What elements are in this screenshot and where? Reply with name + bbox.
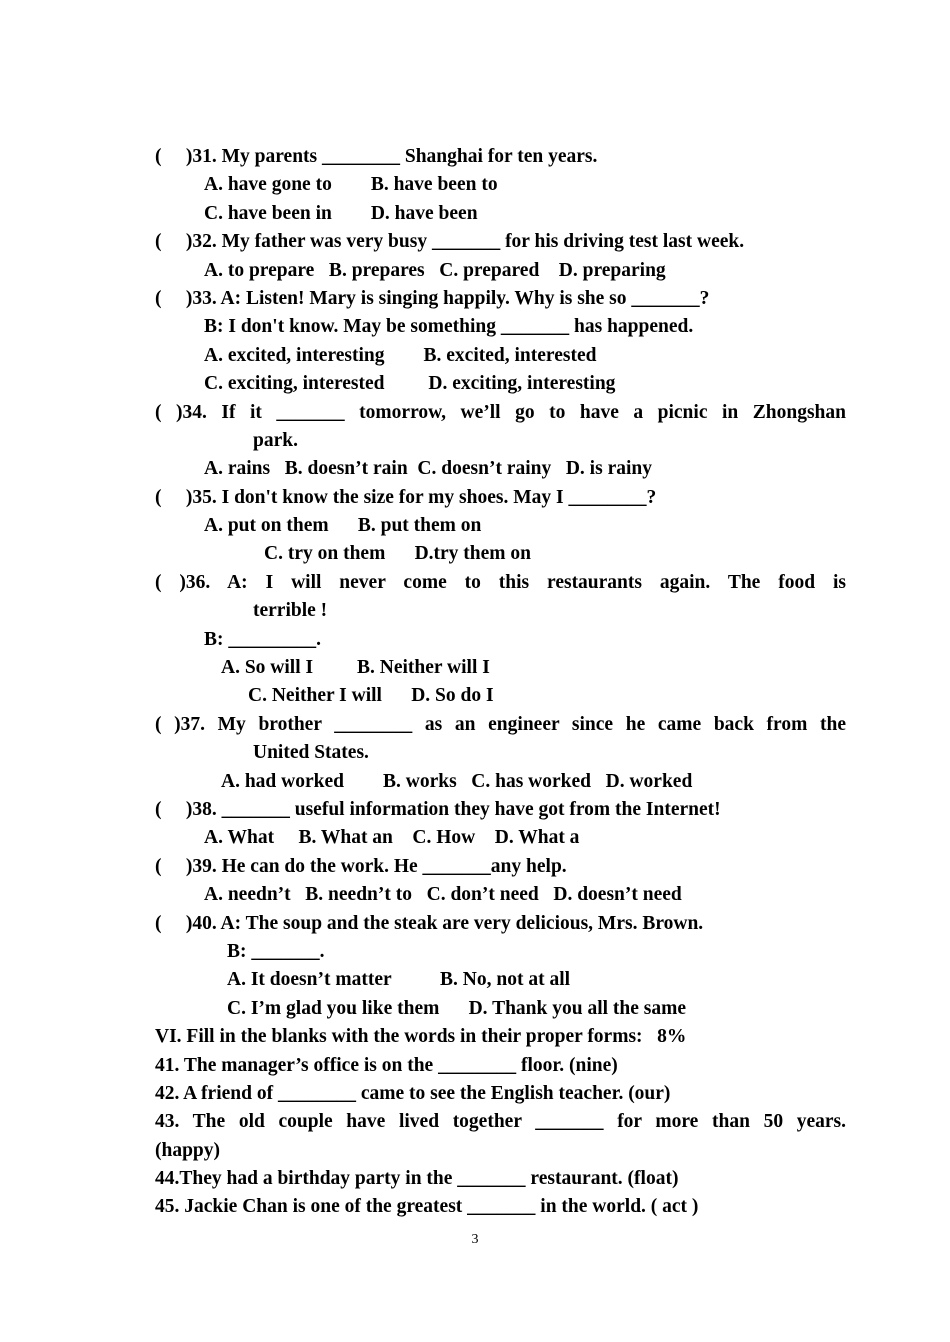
option-line: A. So will I B. Neither will I bbox=[221, 657, 490, 679]
option-line: C. Neither I will D. So do I bbox=[248, 685, 494, 707]
dialogue-line: B: I don't know. May be something _______ has happened. bbox=[204, 316, 694, 338]
option-line: A. rains B. doesn’t rain C. doesn’t rainy D. is rainy bbox=[204, 458, 652, 480]
question-continuation: (happy) bbox=[155, 1139, 221, 1161]
option-line: A. needn’t B. needn’t to C. don’t need D. doesn’t need bbox=[204, 884, 682, 906]
option-line: A. put on them B. put them on bbox=[204, 515, 482, 537]
option-line: A. have gone to B. have been to bbox=[204, 174, 498, 196]
question-35: ( )35. I don't know the size for my shoes. May I ________? bbox=[155, 486, 657, 508]
question-41: 41. The manager’s office is on the ________ floor. (nine) bbox=[155, 1054, 618, 1076]
option-line: C. exciting, interested D. exciting, interesting bbox=[204, 373, 616, 395]
question-43: 43. The old couple have lived together _______ for more than 50 years. bbox=[155, 1111, 846, 1133]
question-38: ( )38. _______ useful information they have got from the Internet! bbox=[155, 798, 721, 820]
question-31: ( )31. My parents ________ Shanghai for ten years. bbox=[155, 146, 598, 167]
question-40: ( )40. A: The soup and the steak are very delicious, Mrs. Brown. bbox=[155, 912, 704, 934]
option-line: A. had worked B. works C. has worked D. worked bbox=[221, 770, 693, 792]
question-45: 45. Jackie Chan is one of the greatest _______ in the world. ( act ) bbox=[155, 1196, 699, 1218]
exam-page-content bbox=[155, 143, 846, 1222]
page-number: 3 bbox=[471, 1232, 479, 1247]
question-continuation: United States. bbox=[253, 742, 369, 764]
question-32: ( )32. My father was very busy _______ for his driving test last week. bbox=[155, 231, 745, 253]
question-continuation: terrible ! bbox=[253, 600, 328, 622]
option-line: A. excited, interesting B. excited, interested bbox=[204, 344, 597, 366]
option-line: A. It doesn’t matter B. No, not at all bbox=[227, 969, 571, 991]
question-37: ( )37. My brother ________ as an engineer since he came back from the bbox=[155, 713, 846, 735]
option-line: C. I’m glad you like them D. Thank you all the same bbox=[227, 997, 687, 1019]
question-42: 42. A friend of ________ came to see the English teacher. (our) bbox=[155, 1082, 671, 1104]
question-33: ( )33. A: Listen! Mary is singing happily. Why is she so _______? bbox=[155, 287, 710, 309]
question-34: ( )34. If it _______ tomorrow, we’ll go to have a picnic in Zhongshan bbox=[155, 401, 846, 423]
section-heading: VI. Fill in the blanks with the words in their proper forms: 8% bbox=[155, 1026, 687, 1048]
option-line: C. have been in D. have been bbox=[204, 202, 478, 224]
option-line: C. try on them D.try them on bbox=[264, 543, 532, 565]
option-line: A. to prepare B. prepares C. prepared D. preparing bbox=[204, 259, 666, 281]
question-continuation: park. bbox=[253, 429, 298, 451]
question-39: ( )39. He can do the work. He _______any help. bbox=[155, 855, 567, 877]
option-line: A. What B. What an C. How D. What a bbox=[204, 827, 580, 849]
question-36: ( )36. A: I will never come to this restaurants again. The food is bbox=[155, 571, 846, 593]
dialogue-line: B: _______. bbox=[227, 940, 325, 962]
question-44: 44.They had a birthday party in the _______ restaurant. (float) bbox=[155, 1168, 679, 1190]
dialogue-line: B: _________. bbox=[204, 628, 321, 650]
